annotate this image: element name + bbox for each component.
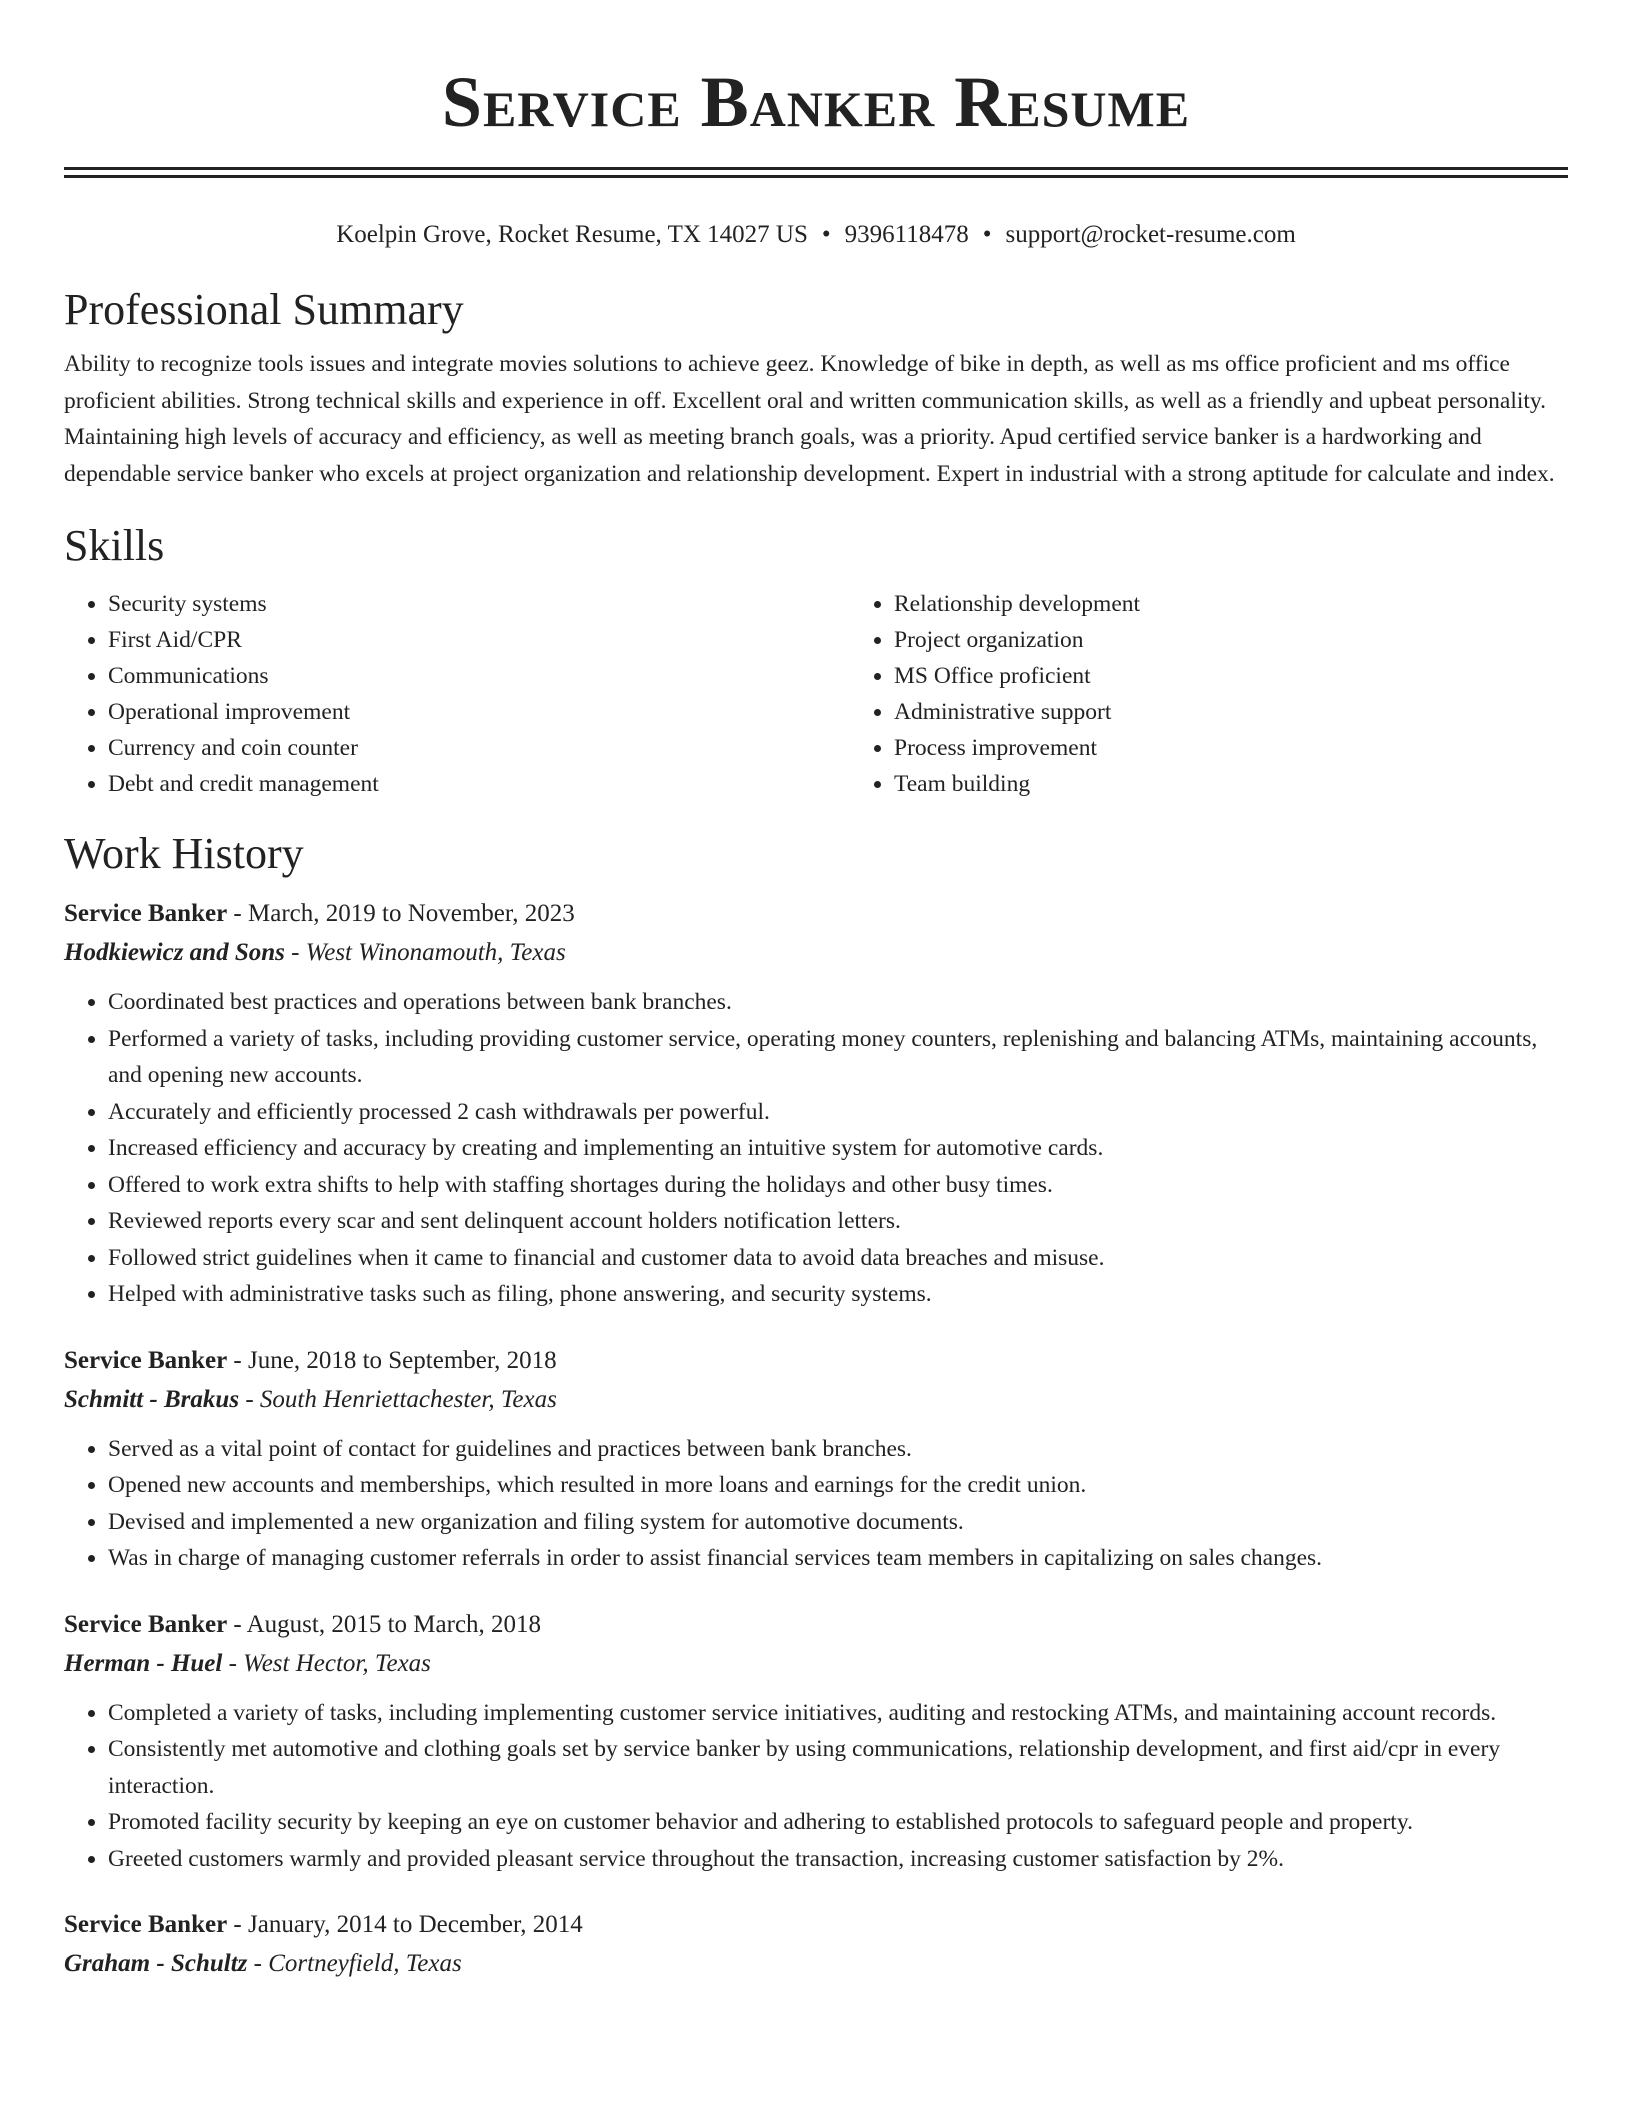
summary-heading: Professional Summary <box>64 285 464 334</box>
job-bullets <box>64 984 1568 1313</box>
skill-item: • MS Office proficient <box>894 658 1568 694</box>
job-bullet: • Increased efficiency and accuracy by creating and implementing an intuitive system for automotive cards. <box>108 1130 1568 1167</box>
contact-separator: • <box>982 221 992 248</box>
contact-line <box>64 218 1568 252</box>
job-entry <box>64 1341 1568 1577</box>
job-bullets <box>64 1695 1568 1878</box>
job-bullet: • Greeted customers warmly and provided pleasant service throughout the transaction, increasing customer satisfaction by 2%. <box>108 1841 1568 1878</box>
job-header: Service Banker - March, 2019 to November, 2023 <box>64 900 575 927</box>
job-bullet: • Followed strict guidelines when it came to financial and customer data to avoid data breaches and misuse. <box>108 1240 1568 1277</box>
job-company-line: Schmitt - Brakus - South Henriettachester, Texas <box>64 1385 557 1413</box>
job-bullets <box>64 1431 1568 1577</box>
job-location: South Henriettachester, Texas <box>259 1385 557 1413</box>
job-bullet: • Devised and implemented a new organization and filing system for automotive documents. <box>108 1504 1568 1541</box>
job-header: Service Banker - August, 2015 to March, 2018 <box>64 1610 542 1638</box>
skill-item: • Debt and credit management <box>108 766 850 802</box>
skill-item: • Process improvement <box>894 730 1568 766</box>
job-header: Service Banker - January, 2014 to December, 2014 <box>64 1911 583 1938</box>
job-dates: January, 2014 to December, 2014 <box>248 1911 583 1938</box>
job-bullet: • Accurately and efficiently processed 2 cash withdrawals per powerful. <box>108 1094 1568 1131</box>
job-entry <box>64 894 1568 1313</box>
job-bullet: • Reviewed reports every scar and sent delinquent account holders notification letters. <box>108 1203 1568 1240</box>
contact-separator: • <box>821 221 831 248</box>
skills-list <box>64 586 1568 802</box>
job-title: Service Banker <box>64 900 228 927</box>
job-bullet: • Coordinated best practices and operations between bank branches. <box>108 984 1568 1021</box>
job-location: West Winonamouth, Texas <box>305 939 566 966</box>
skill-item: • Relationship development <box>894 586 1568 622</box>
job-bullet: • Consistently met automotive and clothing goals set by service banker by using communications, relationship development, and first aid/cpr in every interaction. <box>108 1731 1568 1804</box>
job-company-line: Herman - Huel - West Hector, Texas <box>64 1649 431 1677</box>
job-location: Cortneyfield, Texas <box>268 1950 462 1977</box>
skill-item: • First Aid/CPR <box>108 622 850 658</box>
job-company: Graham - Schultz <box>64 1950 248 1977</box>
skill-item: • Administrative support <box>894 694 1568 730</box>
job-company: Schmitt - Brakus <box>64 1385 240 1413</box>
job-dates: March, 2019 to November, 2023 <box>248 900 575 927</box>
skill-item: • Currency and coin counter <box>108 730 850 766</box>
job-company-line: Graham - Schultz - Cortneyfield, Texas <box>64 1950 462 1977</box>
job-dates: August, 2015 to March, 2018 <box>246 1610 542 1638</box>
title-divider <box>64 167 1568 178</box>
job-bullet: • Was in charge of managing customer referrals in order to assist financial services team members in capitalizing on sales changes. <box>108 1540 1568 1577</box>
skill-item: • Security systems <box>108 586 850 622</box>
job-location: West Hector, Texas <box>243 1649 431 1677</box>
job-header: Service Banker - June, 2018 to September, 2018 <box>64 1346 557 1374</box>
work-history-heading: Work History <box>64 829 304 878</box>
contact-phone: 9396118478 <box>844 221 969 248</box>
job-bullet: • Offered to work extra shifts to help with staffing shortages during the holidays and other busy times. <box>108 1167 1568 1204</box>
skill-item: • Operational improvement <box>108 694 850 730</box>
skill-item: • Project organization <box>894 622 1568 658</box>
job-bullet: • Served as a vital point of contact for guidelines and practices between bank branches. <box>108 1431 1568 1468</box>
job-company: Herman - Huel <box>64 1649 223 1677</box>
skills-heading: Skills <box>64 521 165 570</box>
job-bullet: • Promoted facility security by keeping an eye on customer behavior and adhering to established protocols to safeguard people and property. <box>108 1804 1568 1841</box>
resume-title: Service Banker Resume <box>441 62 1191 142</box>
job-company: Hodkiewicz and Sons <box>64 939 285 966</box>
contact-email: support@rocket-resume.com <box>1005 221 1296 248</box>
skill-item: • Communications <box>108 658 850 694</box>
job-entry <box>64 1605 1568 1878</box>
job-bullet: • Opened new accounts and memberships, which resulted in more loans and earnings for the credit union. <box>108 1467 1568 1504</box>
job-title: Service Banker <box>64 1610 228 1638</box>
skill-item: • Team building <box>894 766 1568 802</box>
job-company-line: Hodkiewicz and Sons - West Winonamouth, Texas <box>64 939 566 966</box>
skills-column-right <box>850 586 1568 802</box>
job-entry <box>64 1905 1568 1983</box>
job-bullet: • Helped with administrative tasks such as filing, phone answering, and security systems. <box>108 1276 1568 1313</box>
contact-address: Koelpin Grove, Rocket Resume, TX 14027 US <box>336 221 808 248</box>
summary-text: Ability to recognize tools issues and integrate movies solutions to achieve geez. Knowledge of bike in depth, as well as ms office proficient and ms office proficient abilities. Strong technical skills and experience in off. Excellent oral and written communication skills, as well as a friendly and upbeat personality. Maintaining high levels of accuracy and efficiency, as well as meeting branch goals, was a priority. Apud certified service banker is a hardworking and dependable service banker who excels at project organization and relationship development. Expert in industrial with a strong aptitude for calculate and index. <box>64 351 1555 487</box>
job-title: Service Banker <box>64 1346 228 1374</box>
job-title: Service Banker <box>64 1911 228 1938</box>
job-bullet: • Completed a variety of tasks, including implementing customer service initiatives, auditing and restocking ATMs, and maintaining account records. <box>108 1695 1568 1732</box>
skills-column-left <box>64 586 850 802</box>
job-dates: June, 2018 to September, 2018 <box>248 1346 557 1374</box>
job-bullet: • Performed a variety of tasks, including providing customer service, operating money counters, replenishing and balancing ATMs, maintaining accounts, and opening new accounts. <box>108 1021 1568 1094</box>
